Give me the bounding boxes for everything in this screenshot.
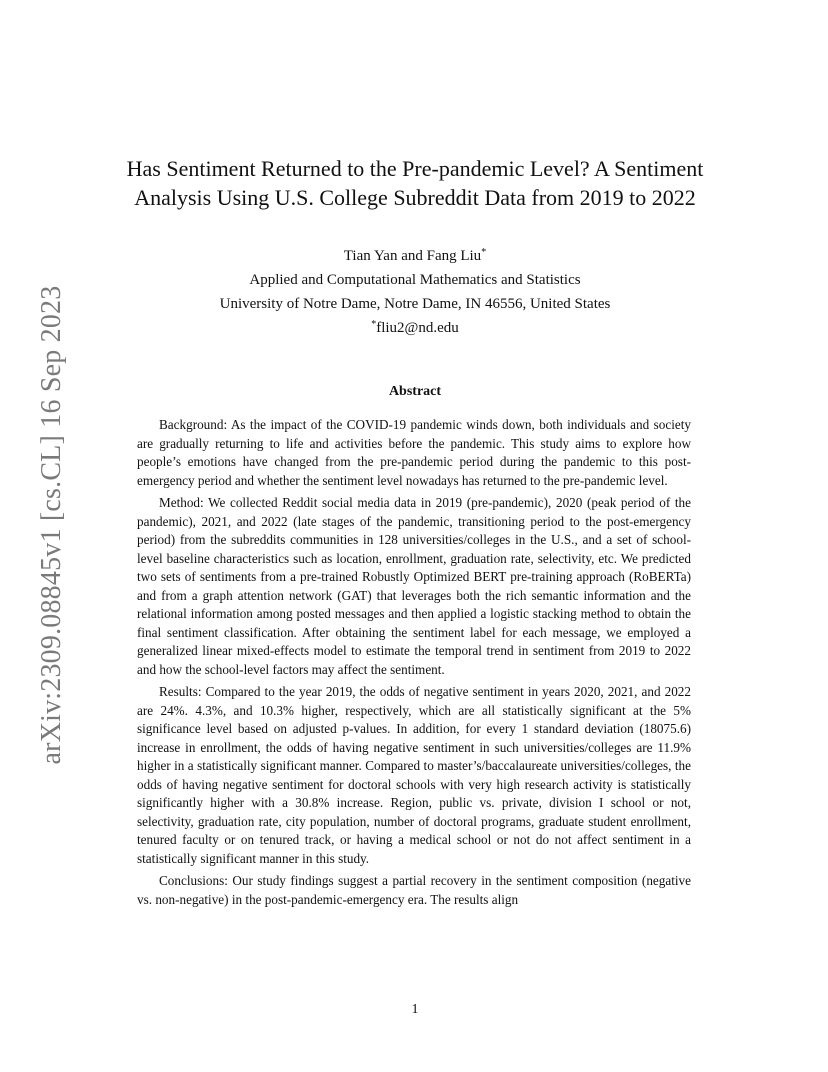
abstract-conclusions-paragraph: Conclusions: Our study findings suggest a partial recovery in the sentiment composition (negative vs. non-negative) in the post-pandemic-emergency era. The results align: [137, 873, 691, 907]
affiliation-university: University of Notre Dame, Notre Dame, IN 46556, United States: [219, 296, 611, 312]
abstract-body: [137, 416, 691, 913]
author-names: Tian Yan and Fang Liu: [343, 248, 482, 264]
contact-email-line: [95, 316, 735, 340]
author-names-line: [95, 244, 735, 268]
abstract-results-paragraph: Results: Compared to the year 2019, the odds of negative sentiment in years 2020, 2021, and 2022 are 24%. 4.3%, and 10.3% higher, respectively, which are all statistically significant at the 5% significance level based on adjusted p-values. In addition, for every 1 standard deviation (18075.6) increase in enrollment, the odds of having negative sentiment in such universities/colleges are 11.9% higher in a statistically significant manner. Compared to master’s/baccalaureate universities/colleges, the odds of having negative sentiment for doctoral schools with very high research activity is statistically significantly higher with a 30.8% increase. Region, public vs. private, division I school or not, selectivity, graduation rate, city population, number of doctoral programs, graduate student enrollment, tenured faculty or on tenured track, or having a medical school or not do not affect sentiment in a statistically significant manner in this study.: [137, 684, 691, 866]
abstract-heading: Abstract: [388, 384, 442, 399]
author-block: [95, 244, 735, 340]
affiliation-department: Applied and Computational Mathematics and Statistics: [249, 272, 581, 288]
contact-email: fliu2@nd.edu: [376, 320, 459, 336]
page-number: 1: [411, 1002, 419, 1017]
email-mark: *: [371, 319, 377, 330]
abstract-background-paragraph: Background: As the impact of the COVID-19 pandemic winds down, both individuals and society are gradually returning to life and activities before the pandemic. This study aims to explore how people’s emotions have changed from the pre-pandemic period during the pandemic to this post-emergency period and whether the sentiment level nowadays has returned to the pre-pandemic level.: [137, 417, 691, 488]
paper-title: Has Sentiment Returned to the Pre-pandemic Level? A Sentiment Analysis Using U.S. College Subreddit Data from 2019 to 2022: [126, 156, 704, 210]
arxiv-identifier: arXiv:2309.08845v1 [cs.CL] 16 Sep 2023: [36, 285, 67, 765]
corresponding-author-mark: *: [481, 247, 487, 258]
abstract-method-paragraph: Method: We collected Reddit social media data in 2019 (pre-pandemic), 2020 (peak period of the pandemic), 2021, and 2022 (late stages of the pandemic, transitioning period to the post-emergency period) from the subreddits communities in 128 universities/colleges in the U.S., and a set of school-level baseline characteristics such as location, enrollment, graduation rate, selectivity, etc. We predicted two sets of sentiments from a pre-trained Robustly Optimized BERT pre-training approach (RoBERTa) and from a graph attention network (GAT) that leverages both the rich semantic information and the relational information among posted messages and then applied a logistic stacking method to obtain the final sentiment classification. After obtaining the sentiment label for each message, we employed a generalized linear mixed-effects model to estimate the temporal trend in sentiment from 2019 to 2022 and how the school-level factors may affect the sentiment.: [137, 495, 691, 677]
